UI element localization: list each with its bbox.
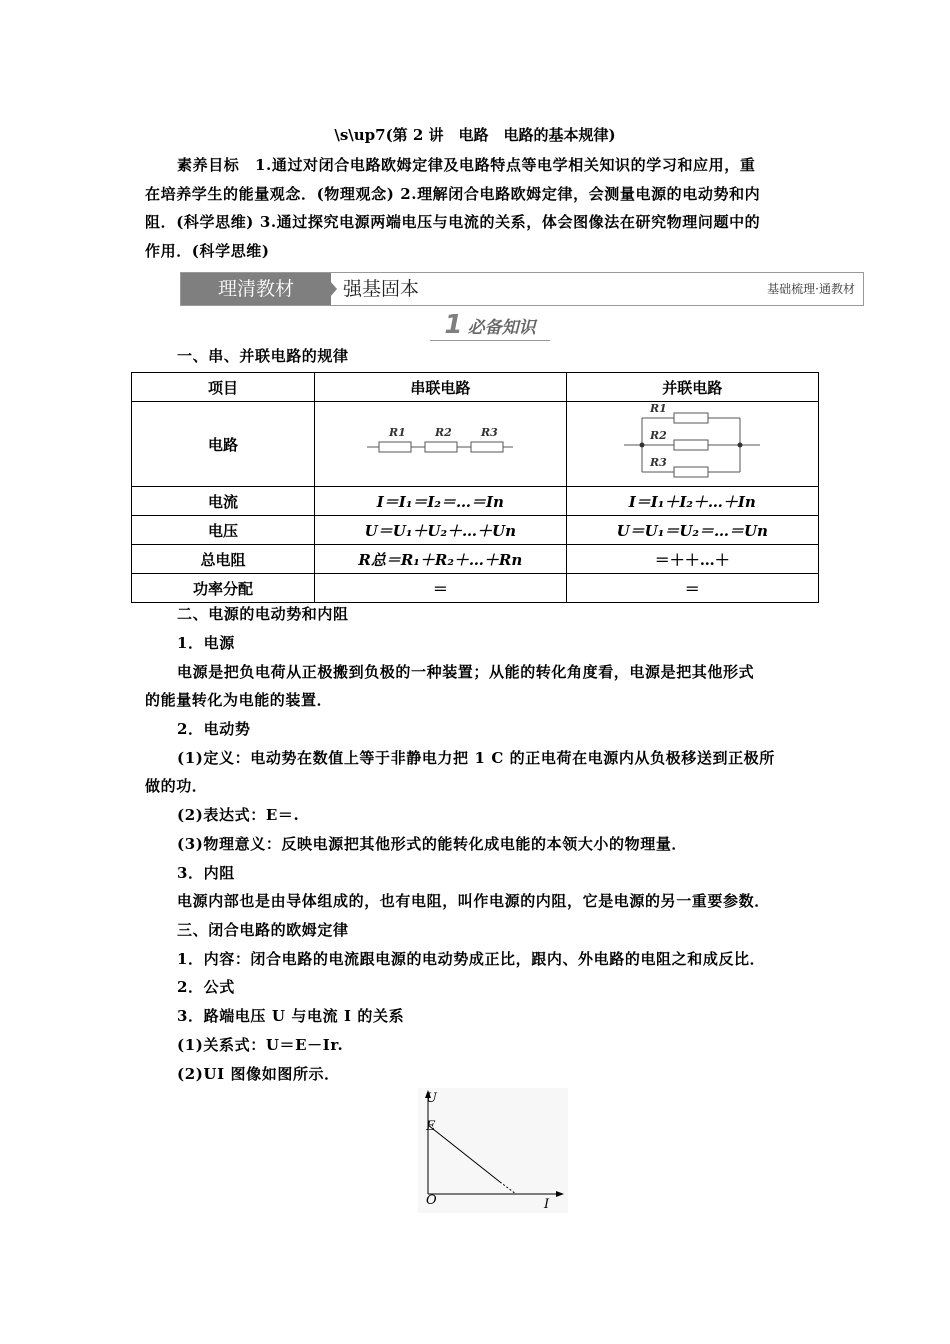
body-line: (1)定义：电动势在数值上等于非静电力把 1 C 的正电荷在电源内从负极移送到正极所 bbox=[177, 749, 775, 767]
parallel-label-r2: R2 bbox=[650, 429, 668, 442]
body-line: 3．内阻 bbox=[177, 864, 235, 882]
parallel-circuit-diagram bbox=[566, 402, 818, 487]
banner-tag: 基础梳理·通教材 bbox=[767, 282, 855, 296]
row-label-power: 功率分配 bbox=[132, 574, 315, 603]
body-line: (2)UI 图像如图所示． bbox=[177, 1065, 340, 1083]
section-heading bbox=[430, 310, 550, 341]
table-header-series: 串联电路 bbox=[315, 373, 566, 402]
body-line: 1．电源 bbox=[177, 634, 235, 652]
series-power-formula: ＝ bbox=[315, 574, 566, 603]
intro-line-4: 作用．(科学思维) bbox=[145, 242, 270, 260]
body-line: 3．路端电压 U 与电流 I 的关系 bbox=[177, 1007, 405, 1025]
series-circuit-diagram bbox=[315, 402, 566, 487]
body-line: 2．电动势 bbox=[177, 720, 251, 738]
section-number: 1 bbox=[444, 310, 463, 340]
heading-ohm: 三、闭合电路的欧姆定律 bbox=[177, 921, 349, 939]
parallel-resistance-formula: ＝＋＋…＋ bbox=[566, 545, 818, 574]
series-current-formula: I＝I₁＝I₂＝…＝In bbox=[315, 487, 566, 516]
row-label-current: 电流 bbox=[132, 487, 315, 516]
parallel-circuit-svg bbox=[622, 402, 762, 482]
heading-series-parallel: 一、串、并联电路的规律 bbox=[177, 347, 349, 365]
table-header-item: 项目 bbox=[132, 373, 315, 402]
banner-arrow bbox=[323, 273, 337, 305]
graph-e-label: E bbox=[426, 1119, 436, 1134]
body-line: 电源是把负电荷从正极搬到负极的一种装置；从能的转化角度看，电源是把其他形式 bbox=[177, 663, 755, 681]
intro-line-1: 素养目标 1.通过对闭合电路欧姆定律及电路特点等电学相关知识的学习和应用，重 bbox=[177, 156, 756, 174]
series-resistance-formula: R总＝R₁＋R₂＋…＋Rn bbox=[315, 545, 566, 574]
row-label-circuit: 电路 bbox=[132, 402, 315, 487]
graph-origin-label: O bbox=[426, 1193, 437, 1208]
parallel-power-formula: ＝ bbox=[566, 574, 818, 603]
series-voltage-formula: U＝U₁＋U₂＋…＋Un bbox=[315, 516, 566, 545]
heading-emf: 二、电源的电动势和内阻 bbox=[177, 605, 349, 623]
resistor-label-r2: R2 bbox=[435, 426, 453, 439]
resistor-label-r3: R3 bbox=[481, 426, 499, 439]
body-line: 做的功． bbox=[145, 777, 208, 795]
body-line: 2．公式 bbox=[177, 978, 235, 996]
row-label-voltage: 电压 bbox=[132, 516, 315, 545]
body-line: (3)物理意义：反映电源把其他形式的能转化成电能的本领大小的物理量． bbox=[177, 835, 688, 853]
body-line: (1)关系式：U＝E－Ir. bbox=[177, 1036, 344, 1054]
banner-right-label: 强基固本 bbox=[343, 278, 420, 300]
page-title: \s\up7(第 2 讲 电路 电路的基本规律) bbox=[334, 126, 616, 144]
parallel-label-r1: R1 bbox=[650, 402, 668, 415]
body-line: 1．内容：闭合电路的电流跟电源的电动势成正比，跟内、外电路的电阻之和成反比． bbox=[177, 950, 766, 968]
series-circuit-svg bbox=[365, 422, 515, 462]
row-label-resistance: 总电阻 bbox=[132, 545, 315, 574]
ui-graph bbox=[418, 1088, 568, 1213]
body-line: (2)表达式：E＝. bbox=[177, 806, 300, 824]
resistor-label-r1: R1 bbox=[389, 426, 407, 439]
rules-table bbox=[131, 372, 819, 603]
body-line: 的能量转化为电能的装置． bbox=[145, 691, 333, 709]
section-banner bbox=[180, 272, 864, 306]
intro-line-2: 在培养学生的能量观念．(物理观念) 2.理解闭合电路欧姆定律，会测量电源的电动势和内 bbox=[145, 185, 761, 203]
table-header-parallel: 并联电路 bbox=[566, 373, 818, 402]
graph-x-label: I bbox=[544, 1197, 550, 1212]
graph-y-label: U bbox=[426, 1091, 437, 1106]
banner-left-label: 理清教材 bbox=[181, 273, 331, 305]
body-line: 电源内部也是由导体组成的，也有电阻，叫作电源的内阻，它是电源的另一重要参数． bbox=[177, 892, 770, 910]
parallel-label-r3: R3 bbox=[650, 456, 668, 469]
intro-line-3: 阻．(科学思维) 3.通过探究电源两端电压与电流的关系，体会图像法在研究物理问题中的 bbox=[145, 213, 761, 231]
parallel-current-formula: I＝I₁＋I₂＋…＋In bbox=[566, 487, 818, 516]
section-label: 必备知识 bbox=[467, 318, 536, 338]
parallel-voltage-formula: U＝U₁＝U₂＝…＝Un bbox=[566, 516, 818, 545]
